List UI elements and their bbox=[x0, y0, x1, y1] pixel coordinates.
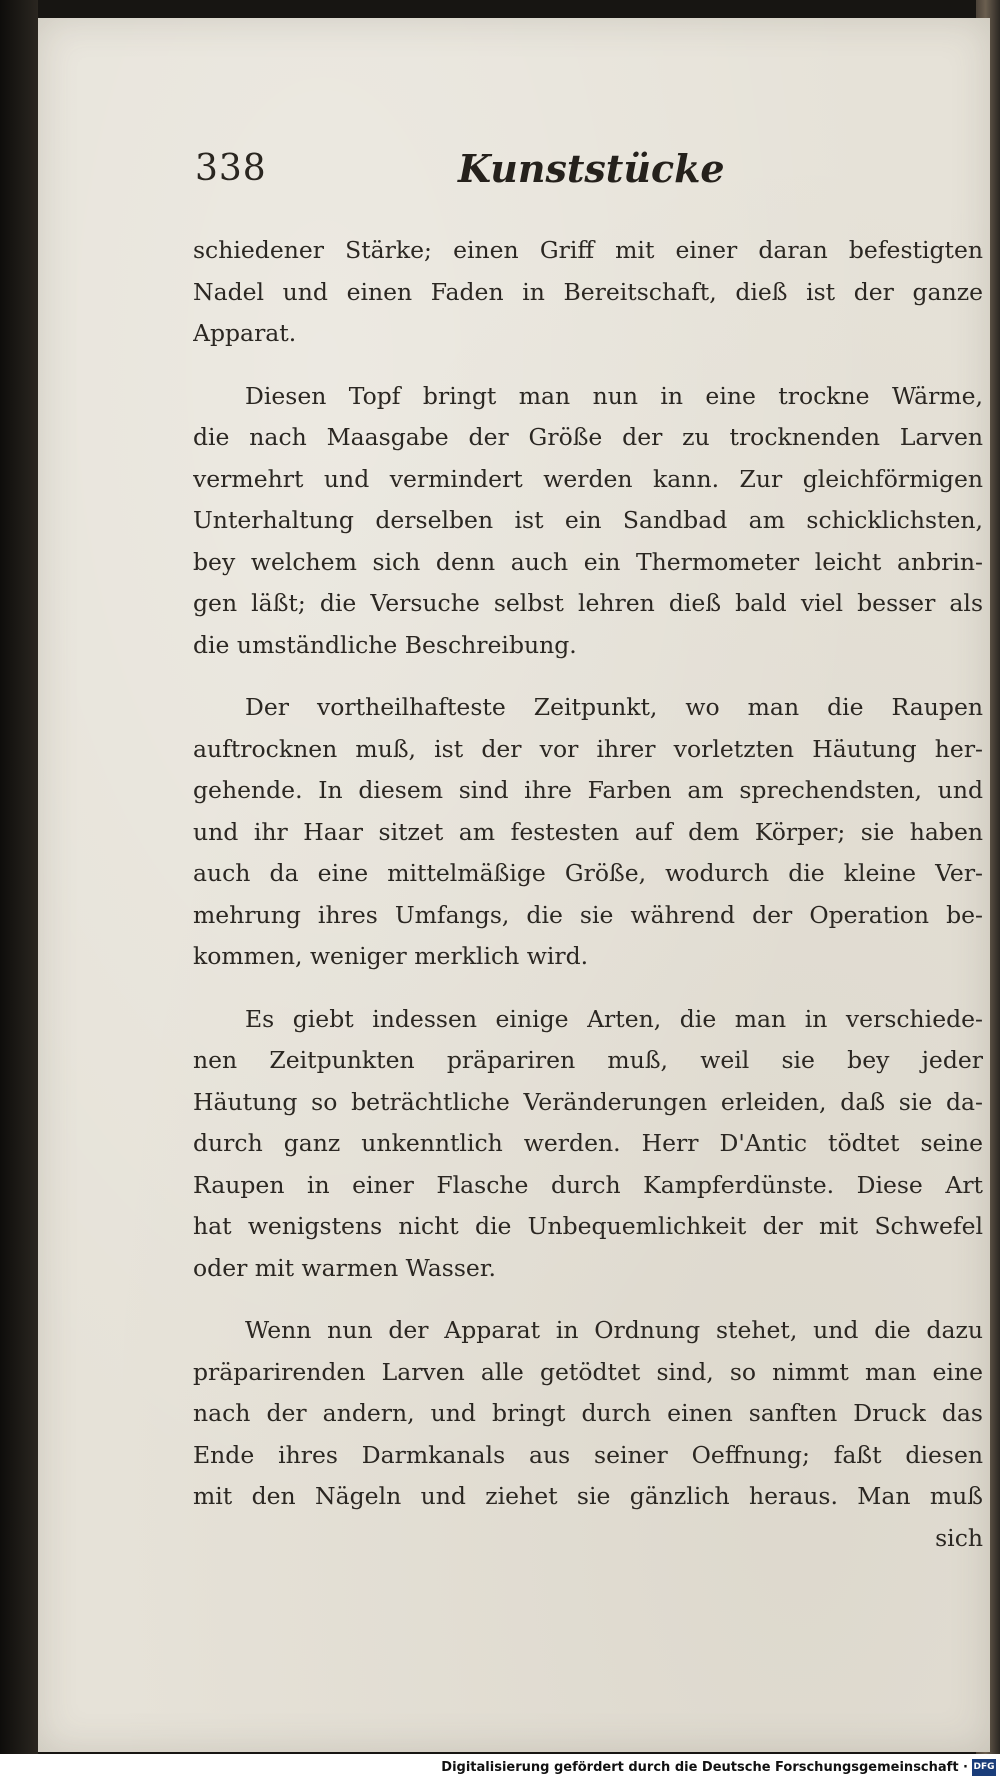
text-line: Der vortheilhafteste Zeitpunkt, wo man die Raupen bbox=[245, 693, 983, 721]
text-line: bey welchem sich denn auch ein Thermometer leicht anbrin- bbox=[193, 547, 983, 576]
text-line: Häutung so beträchtliche Veränderungen erleiden, daß sie da- bbox=[193, 1087, 983, 1116]
text-line: Nadel und einen Faden in Bereitschaft, dieß ist der ganze bbox=[193, 277, 983, 306]
text-line: Unterhaltung derselben ist ein Sandbad am schicklichsten, bbox=[193, 506, 983, 534]
text-line: nach der andern, und bringt durch einen sanften Druck das bbox=[193, 1399, 983, 1427]
text-line: Es giebt indessen einige Arten, die man in verschiede- bbox=[245, 1004, 983, 1033]
text-line: die umständliche Beschreibung. bbox=[193, 630, 577, 659]
text-line: kommen, weniger merklich wird. bbox=[193, 942, 589, 970]
dfg-logo-icon: DFG bbox=[972, 1759, 996, 1776]
text-line: hat wenigstens nicht die Unbequemlichkeit der mit Schwefel bbox=[193, 1212, 983, 1240]
text-line: mehrung ihres Umfangs, die sie während der Operation be- bbox=[193, 900, 983, 929]
text-line: Diesen Topf bringt man nun in eine trockne Wärme, bbox=[245, 381, 983, 410]
text-line: Raupen in einer Flasche durch Kampferdünste. Diese Art bbox=[193, 1170, 983, 1199]
text-line: schiedener Stärke; einen Griff mit einer daran befestigten bbox=[193, 236, 983, 264]
text-line: durch ganz unkenntlich werden. Herr D'Antic tödtet seine bbox=[193, 1129, 983, 1157]
text-line: und ihr Haar sitzet am festesten auf dem Körper; sie haben bbox=[193, 817, 983, 846]
book-binding-shadow bbox=[0, 0, 38, 1783]
text-line: gehende. In diesem sind ihre Farben am sprechendsten, und bbox=[193, 776, 983, 804]
digitization-footer bbox=[0, 1754, 1000, 1783]
text-line: gen läßt; die Versuche selbst lehren dieß bald viel besser als bbox=[193, 589, 983, 617]
page-number: 338 bbox=[195, 148, 267, 189]
running-head: Kunststücke bbox=[458, 146, 725, 191]
catchword: sich bbox=[935, 1523, 983, 1552]
text-line: Ende ihres Darmkanals aus seiner Oeffnung; faßt diesen bbox=[193, 1440, 983, 1469]
book-page bbox=[38, 18, 990, 1752]
text-line: auftrocknen muß, ist der vor ihrer vorletzten Häutung her- bbox=[193, 734, 983, 763]
text-line: nen Zeitpunkten präpariren muß, weil sie bey jeder bbox=[193, 1046, 983, 1074]
text-line: vermehrt und vermindert werden kann. Zur gleichförmigen bbox=[193, 464, 983, 493]
text-line: Apparat. bbox=[193, 319, 297, 347]
text-line: die nach Maasgabe der Größe der zu trocknenden Larven bbox=[193, 423, 983, 451]
funding-credit: Digitalisierung gefördert durch die Deutsche Forschungsgemeinschaft · bbox=[441, 1760, 968, 1775]
text-line: oder mit warmen Wasser. bbox=[193, 1253, 496, 1282]
text-line: mit den Nägeln und ziehet sie gänzlich heraus. Man muß bbox=[193, 1482, 983, 1510]
text-line: präparirenden Larven alle getödtet sind, so nimmt man eine bbox=[193, 1357, 983, 1386]
text-line: Wenn nun der Apparat in Ordnung stehet, und die dazu bbox=[245, 1316, 983, 1344]
text-line: auch da eine mittelmäßige Größe, wodurch die kleine Ver- bbox=[193, 859, 983, 887]
body-text bbox=[193, 230, 983, 1559]
